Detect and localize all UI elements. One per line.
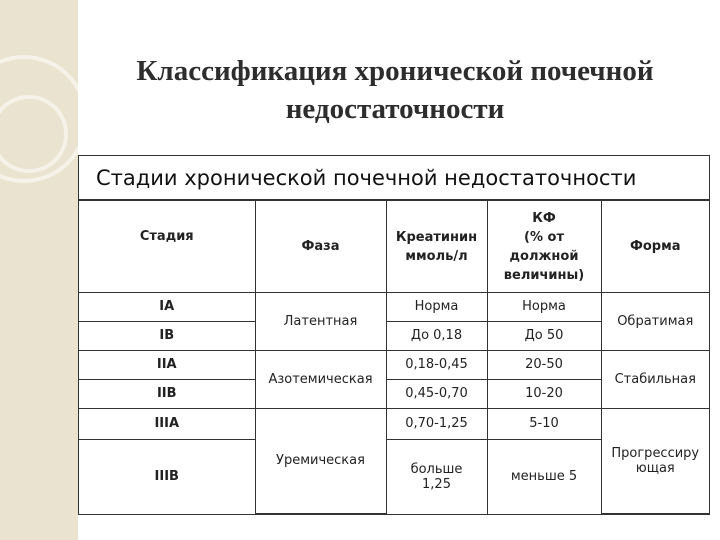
- slide-title: [95, 52, 695, 128]
- kf-cell: Норма: [487, 293, 601, 322]
- creatinine-cell: больше 1,25: [386, 439, 487, 513]
- table-row: [79, 408, 709, 439]
- column-header-kf: КФ (% от должной величины): [487, 201, 601, 293]
- form-cell: Обратимая: [601, 293, 709, 351]
- phase-cell: Уремическая: [255, 408, 386, 513]
- table-row: [79, 350, 709, 379]
- phase-cell: Латентная: [255, 293, 386, 351]
- phase-cell: Азотемическая: [255, 350, 386, 408]
- stage-cell: IIIA: [79, 408, 255, 439]
- creatinine-cell: Норма: [386, 293, 487, 322]
- creatinine-cell: До 0,18: [386, 321, 487, 350]
- slide-title-line: Классификация хронической почечной: [136, 55, 654, 87]
- classification-table-box: [78, 155, 710, 515]
- stage-cell: IIIB: [79, 439, 255, 513]
- table-heading: Стадии хронической почечной недостаточности: [79, 156, 709, 200]
- kf-cell: меньше 5: [487, 439, 601, 513]
- column-header-phase: Фаза: [255, 201, 386, 293]
- form-cell: Стабильная: [601, 350, 709, 408]
- stage-cell: IB: [79, 321, 255, 350]
- slide-title-line: недостаточности: [285, 93, 505, 125]
- form-cell: Прогрессиру ющая: [601, 408, 709, 513]
- column-header-form: Форма: [601, 201, 709, 293]
- creatinine-cell: 0,70-1,25: [386, 408, 487, 439]
- creatinine-cell: 0,45-0,70: [386, 379, 487, 408]
- creatinine-cell: 0,18-0,45: [386, 350, 487, 379]
- kf-cell: 20-50: [487, 350, 601, 379]
- column-header-creatinine: Креатинин ммоль/л: [386, 201, 487, 293]
- kf-cell: 5-10: [487, 408, 601, 439]
- kf-cell: 10-20: [487, 379, 601, 408]
- classification-table: [79, 200, 709, 514]
- stage-cell: IIA: [79, 350, 255, 379]
- stage-cell: IA: [79, 293, 255, 322]
- table-row: [79, 293, 709, 322]
- stage-cell: IIB: [79, 379, 255, 408]
- kf-cell: До 50: [487, 321, 601, 350]
- column-header-stage: Стадия: [79, 201, 255, 293]
